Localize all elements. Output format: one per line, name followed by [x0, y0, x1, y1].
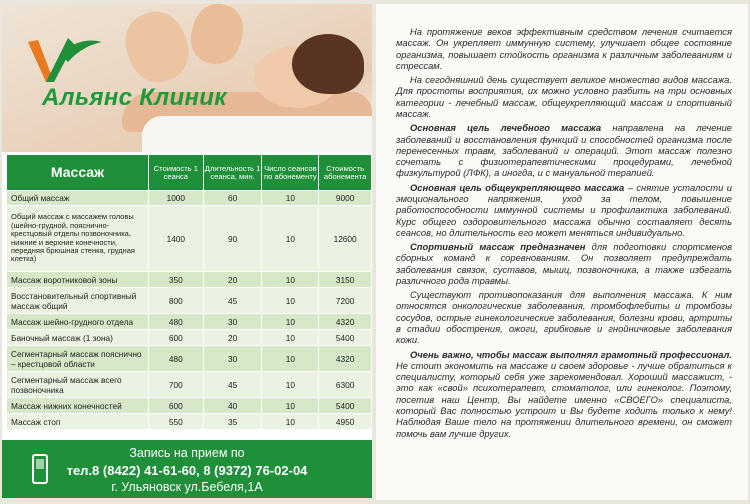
row-name: Сегментарный массаж пояснично – крестцовой области [7, 346, 149, 372]
row-sessions: 10 [262, 191, 319, 206]
row-sessions: 10 [262, 372, 319, 398]
paragraph-sport: Спортивный массаж предназначен для подготовки спортсменов сборных команд к соревнованиям. Он позволяет предупреждать заболевания связок, суставов, мышц, позвоночника, а также избегать различного рода травмы. [396, 241, 732, 286]
row-duration: 60 [203, 191, 262, 206]
table-row [7, 314, 372, 330]
row-price: 480 [148, 346, 203, 372]
header-price: Стоимость 1 сеанса [148, 155, 203, 191]
clinic-logo-icon [24, 32, 104, 92]
row-duration: 35 [203, 414, 262, 430]
row-duration: 45 [203, 288, 262, 314]
article-panel [376, 4, 748, 500]
price-table [6, 154, 372, 430]
header-massage: Массаж [7, 155, 149, 191]
row-sessions: 10 [262, 314, 319, 330]
footer-appointment: Запись на прием по [129, 446, 245, 460]
row-duration: 30 [203, 346, 262, 372]
row-name: Сегментарный массаж всего позвоночника [7, 372, 149, 398]
row-price: 1000 [148, 191, 203, 206]
row-sessions: 10 [262, 206, 319, 272]
clinic-name: Альянс Клиник [42, 84, 227, 111]
paragraph-medical: Основная цель лечебного массажа направлена на лечение заболеваний и восстановления функций и способностей организма после перенесенных травм, заболеваний и операций. Этот массаж полезно сочетать с физиотерапевтическими процедурами, лечебной физкультурой (ЛФК), а иногда, и с мануальной терапией. [396, 122, 733, 179]
row-subscription: 5400 [319, 398, 372, 414]
row-name: Массаж стоп [7, 414, 149, 430]
row-sessions: 10 [262, 398, 319, 414]
row-duration: 20 [203, 330, 262, 346]
row-sessions: 10 [262, 288, 319, 314]
table-row [7, 191, 372, 206]
paragraph-professional: Очень важно, чтобы массаж выполнял грамотный профессионал. Не стоит экономить на массаже и своем здоровье - лучше обратиться к специалисту, который себя уже зарекомендовал. Хороший массажист, - это как «свой» психотерапевт, стоматолог, или гинеколог. Поэтому, посетив наш Центр, Вы найдете именно «СВОЕГО» специалиста, который Вас полностью устроит и Вы будете ходить только к нему! Наблюдая Ваше тело на протяжении длительного времени, он сможет помочь вам лучше других. [396, 348, 732, 439]
table-row [7, 372, 372, 398]
paragraph-types: На сегодняшний день существует великое множество видов массажа. Для простоты восприятия, их можно условно разбить на три основных категории - лечебный массаж, общеукрепляющий массаж и спортивный массаж. [396, 74, 732, 119]
row-duration: 20 [203, 272, 262, 288]
row-duration: 45 [203, 372, 262, 398]
row-subscription: 4950 [319, 414, 372, 430]
row-price: 1400 [148, 206, 203, 272]
table-row [7, 206, 372, 272]
row-price: 480 [148, 314, 203, 330]
table-row [7, 414, 372, 430]
row-duration: 30 [203, 314, 262, 330]
row-name: Восстановительный спортивный массаж общий [7, 288, 149, 314]
row-sessions: 10 [262, 414, 319, 430]
row-price: 800 [148, 288, 203, 314]
row-subscription: 4320 [319, 346, 372, 372]
footer-phones: тел.8 (8422) 41-61-60, 8 (9372) 76-02-04 [66, 463, 308, 478]
row-subscription: 9000 [319, 191, 372, 206]
row-name: Массаж воротниковой зоны [7, 272, 149, 288]
row-sessions: 10 [262, 330, 319, 346]
row-price: 700 [148, 372, 203, 398]
paragraph-contraindications: Существуют противопоказания для выполнения массажа. К ним относятся онкологические заболевания, тромбофлебиты и тромбозы сосудов, острые гинекологические заболевания, болезни крови, артриты в стадии обострения, ожоги, грибковые и гнойничковые заболевания кожи. [396, 289, 732, 346]
row-name: Массаж шейно-грудного отдела [7, 314, 149, 330]
row-duration: 90 [203, 206, 262, 272]
contact-footer [2, 440, 372, 498]
row-price: 550 [148, 414, 203, 430]
row-subscription: 6300 [319, 372, 372, 398]
article-text [396, 26, 732, 442]
table-row [7, 346, 372, 372]
row-subscription: 5400 [319, 330, 372, 346]
paragraph-general: Основная цель общеукрепляющего массажа – снятие усталости и эмоционального напряжения, уход за телом, повышение работоспособности иммунной системы и профилактика заболеваний. Курс общего оздоровительного массажа обычно составляет десять сеансов, но длительность его может меняться индивидуально. [396, 181, 732, 238]
row-name: Общий массаж [7, 191, 149, 206]
header-sessions: Число сеансов по абонементу [262, 155, 319, 191]
row-sessions: 10 [262, 346, 319, 372]
row-price: 600 [148, 398, 203, 414]
table-row [7, 288, 372, 314]
row-subscription: 7200 [319, 288, 372, 314]
row-sessions: 10 [262, 272, 319, 288]
header-duration: Длительность 1 сеанса, мин. [203, 155, 262, 191]
row-subscription: 12600 [319, 206, 372, 272]
row-name: Баночный массаж (1 зона) [7, 330, 149, 346]
table-row [7, 330, 372, 346]
row-price: 350 [148, 272, 203, 288]
row-duration: 40 [203, 398, 262, 414]
row-name: Массаж нижних конечностей [7, 398, 149, 414]
row-subscription: 4320 [319, 314, 372, 330]
row-price: 600 [148, 330, 203, 346]
footer-address: г. Ульяновск ул.Бебеля,1А [111, 480, 263, 494]
table-row [7, 272, 372, 288]
row-subscription: 3150 [319, 272, 372, 288]
row-name: Общий массаж с массажем головы (шейно-грудной, пояснично-крестцовый отделы позвоночника, нижние и верхние конечности, передняя брюшная стенка, грудная клетка) [7, 206, 149, 272]
table-row [7, 398, 372, 414]
paragraph-intro: На протяжение веков эффективным средством лечения считается массаж. Он укрепляет иммунную систему, улучшает общее состояние организма, повышает стойкость организма к различным заболеваниям и стрессам. [396, 26, 732, 71]
price-list-panel [2, 4, 372, 498]
header-subscription-price: Стоимость абонемента [319, 155, 372, 191]
